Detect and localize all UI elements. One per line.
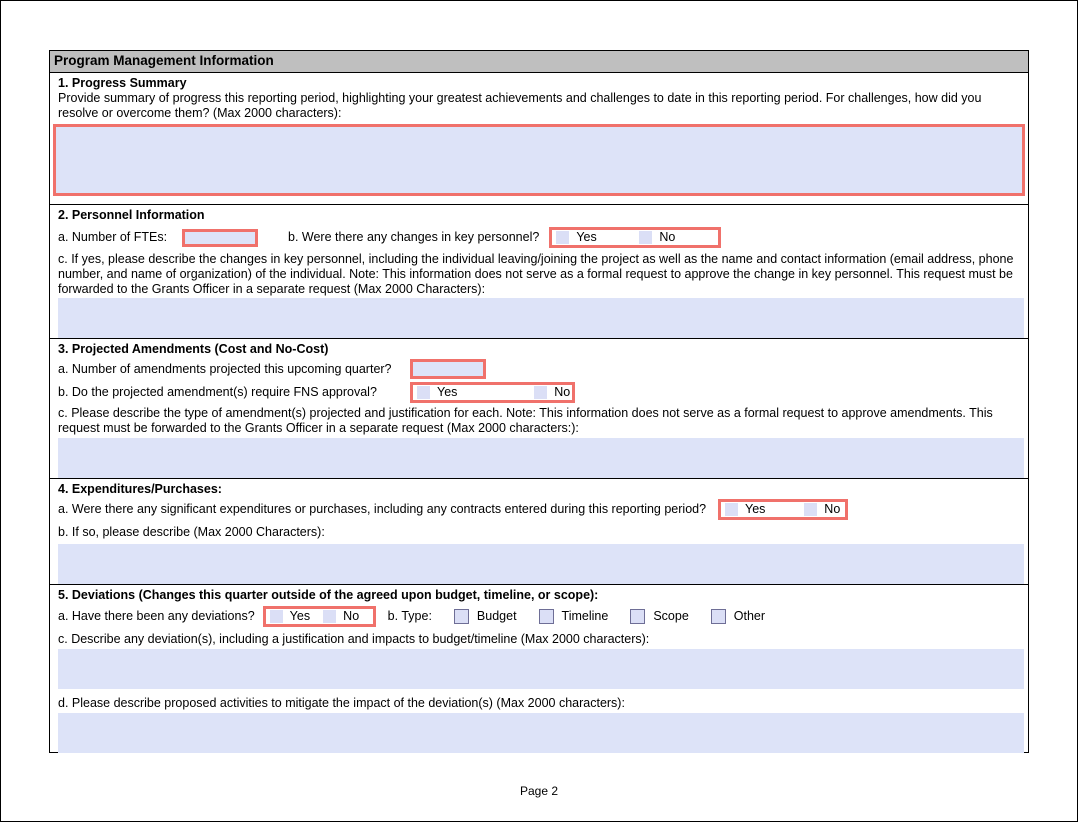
- deviations-yes-option[interactable]: [266, 609, 320, 624]
- no-label: No: [824, 502, 841, 516]
- amendments-number-label: a. Number of amendments projected this upcoming quarter?: [58, 361, 392, 376]
- no-label: No: [343, 609, 360, 623]
- deviation-type-budget[interactable]: [454, 609, 517, 624]
- scope-label: Scope: [653, 609, 689, 623]
- expenditures-question-label: a. Were there any significant expenditures or purchases, including any contracts entered during this reporting period?: [58, 502, 707, 516]
- yes-checkbox-icon[interactable]: [725, 503, 738, 516]
- expenditures-row-a: [50, 499, 1028, 520]
- deviations-describe-label: c. Describe any deviation(s), including a justification and impacts to budget/timeline (Max 2000 characters):: [58, 632, 650, 646]
- yes-checkbox-icon[interactable]: [417, 386, 430, 399]
- key-personnel-yesno-group: [549, 227, 721, 248]
- fns-approval-question-label: b. Do the projected amendment(s) require FNS approval?: [58, 385, 377, 399]
- fns-approval-no-option[interactable]: [530, 385, 572, 400]
- progress-summary-title: 1. Progress Summary: [58, 76, 187, 90]
- personnel-title: 2. Personnel Information: [58, 208, 205, 222]
- no-label: No: [554, 385, 571, 399]
- form-title: Program Management Information: [54, 53, 274, 68]
- section-personnel-information: [50, 205, 1028, 339]
- expenditures-yes-option[interactable]: [721, 502, 800, 517]
- amendments-describe-textarea[interactable]: [58, 438, 1024, 479]
- yes-checkbox-icon[interactable]: [556, 231, 569, 244]
- expenditures-title: 4. Expenditures/Purchases:: [58, 482, 222, 496]
- deviations-mitigate-label: d. Please describe proposed activities to mitigate the impact of the deviation(s) (Max 2000 characters):: [58, 696, 625, 710]
- timeline-checkbox-icon[interactable]: [539, 609, 554, 624]
- timeline-label: Timeline: [561, 609, 609, 623]
- section-expenditures-purchases: [50, 479, 1028, 585]
- expenditures-describe-label: b. If so, please describe (Max 2000 Characters):: [58, 525, 325, 539]
- other-label: Other: [733, 609, 766, 623]
- no-label: No: [659, 230, 676, 244]
- amendments-describe-label: c. Please describe the type of amendment(s) projected and justification for each. Note: This information does not serve as a formal request to approve amendments. This request must be forwarded to the Grants Officer in a separate request (Max 2000 characters:):: [58, 406, 993, 435]
- page-number: Page 2: [519, 784, 559, 798]
- yes-label: Yes: [437, 385, 458, 399]
- deviations-mitigate-textarea[interactable]: [58, 713, 1024, 753]
- amendments-count-input[interactable]: [410, 359, 486, 379]
- personnel-describe-label: c. If yes, please describe the changes in key personnel, including the individual leaving/joining the project as well as the name and contact information (email address, phone number, and name of organization) of the individual. Note: This information does not serve as a formal request to approve the change in key personnel. This request must be forwarded to the Grants Officer in a separate request (Max 2000 Characters):: [58, 252, 1014, 296]
- yes-label: Yes: [289, 609, 311, 623]
- no-checkbox-icon[interactable]: [534, 386, 547, 399]
- personnel-describe-textarea[interactable]: [58, 298, 1024, 339]
- yes-checkbox-icon[interactable]: [270, 610, 283, 623]
- program-management-form: [49, 50, 1029, 753]
- expenditures-no-option[interactable]: [800, 502, 845, 517]
- deviation-type-timeline[interactable]: [539, 609, 609, 624]
- personnel-row-a-b: [50, 227, 1028, 248]
- expenditures-yesno-group: [718, 499, 848, 520]
- amendments-title: 3. Projected Amendments (Cost and No-Cost): [58, 342, 329, 356]
- deviations-row-a-b: [50, 606, 1028, 627]
- deviations-no-option[interactable]: [319, 609, 373, 624]
- ftes-input[interactable]: [182, 229, 258, 247]
- no-checkbox-icon[interactable]: [639, 231, 652, 244]
- deviations-describe-textarea[interactable]: [58, 649, 1024, 689]
- key-personnel-yes-option[interactable]: [552, 230, 635, 245]
- expenditures-describe-textarea[interactable]: [58, 544, 1024, 585]
- progress-summary-description: Provide summary of progress this reporting period, highlighting your greatest achievements and challenges to date in this reporting period. For challenges, how did you resolve or overcome them? (Max 2000 characters):: [58, 91, 982, 120]
- key-personnel-no-option[interactable]: [635, 230, 718, 245]
- amendments-row-a: [50, 359, 1028, 379]
- deviation-type-scope[interactable]: [630, 609, 688, 624]
- form-section-header: [50, 51, 1028, 73]
- fns-approval-yes-option[interactable]: [413, 385, 530, 400]
- yes-label: Yes: [745, 502, 766, 516]
- budget-checkbox-icon[interactable]: [454, 609, 469, 624]
- deviations-title: 5. Deviations (Changes this quarter outside of the agreed upon budget, timeline, or scope):: [58, 588, 599, 602]
- section-progress-summary: [50, 73, 1028, 205]
- other-checkbox-icon[interactable]: [711, 609, 726, 624]
- section-projected-amendments: [50, 339, 1028, 479]
- no-checkbox-icon[interactable]: [323, 610, 336, 623]
- no-checkbox-icon[interactable]: [804, 503, 817, 516]
- deviation-type-other[interactable]: [711, 609, 765, 624]
- deviations-yesno-group: [263, 606, 376, 627]
- section-deviations: [50, 585, 1028, 753]
- amendments-row-b: [50, 382, 1028, 403]
- deviations-question-label: a. Have there been any deviations?: [58, 609, 255, 623]
- scope-checkbox-icon[interactable]: [630, 609, 645, 624]
- progress-summary-textarea[interactable]: [53, 124, 1025, 196]
- deviation-type-label: b. Type:: [387, 609, 432, 623]
- fns-approval-yesno-group: [410, 382, 575, 403]
- ftes-label: a. Number of FTEs:: [58, 230, 168, 244]
- yes-label: Yes: [576, 230, 597, 244]
- budget-label: Budget: [476, 609, 517, 623]
- key-personnel-question-label: b. Were there any changes in key personnel?: [288, 230, 540, 244]
